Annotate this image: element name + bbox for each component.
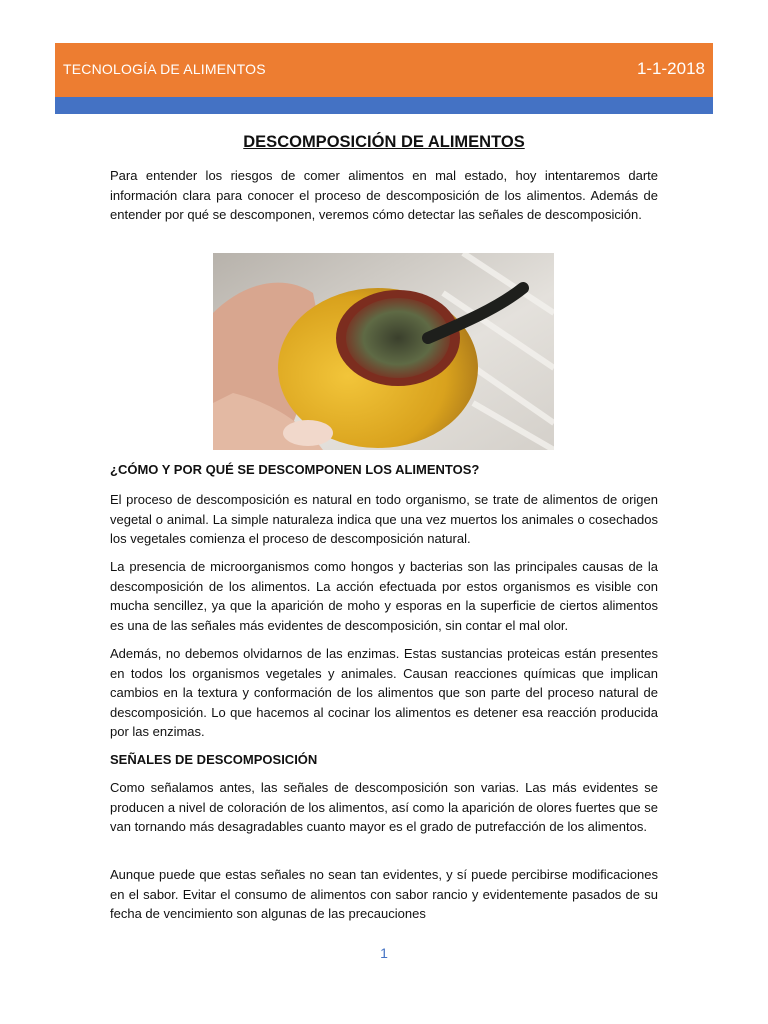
- header-title: TECNOLOGÍA DE ALIMENTOS: [63, 61, 266, 77]
- rotting-fruit-image: [213, 253, 554, 450]
- page-number: 1: [380, 945, 388, 961]
- section2-paragraph-1: Como señalamos antes, las señales de descomposición son varias. Las más evidentes se producen a nivel de coloración de los alimentos, así como la aparición de olores fuertes que se van tornando más desagradables cuanto mayor es el grado de putrefacción de los alimentos.: [110, 780, 658, 834]
- header-blue-bar: [55, 97, 713, 114]
- intro-paragraph: Para entender los riesgos de comer alimentos en mal estado, hoy intentaremos darte información clara para conocer el proceso de descomposición de los alimentos. Además de entender por qué se descomponen, veremos cómo detectar las señales de descomposición.: [110, 168, 658, 222]
- section-heading-why: ¿CÓMO Y POR QUÉ SE DESCOMPONEN LOS ALIMENTOS?: [110, 462, 480, 477]
- page-header: [55, 43, 713, 97]
- rotting-fruit-photo: [213, 253, 554, 450]
- header-date: 1-1-2018: [636, 59, 705, 78]
- section-heading-signs: SEÑALES DE DESCOMPOSICIÓN: [110, 752, 318, 767]
- section1-paragraph-1: El proceso de descomposición es natural en todo organismo, se trate de alimentos de origen vegetal o animal. La simple naturaleza indica que una vez muertos los animales o cosechados los vegetales comienza el proceso de descomposición natural.: [110, 492, 658, 546]
- document-title: DESCOMPOSICIÓN DE ALIMENTOS: [243, 133, 525, 151]
- section1-paragraph-3: Además, no debemos olvidarnos de las enzimas. Estas sustancias proteicas están presentes en todos los organismos vegetales y animales. Causan reacciones químicas que implican cambios en la textura y conformación de los alimentos que son parte del proceso natural de descomposición. Lo que hacemos al cocinar los alimentos es detener esa reacción producida por las enzimas.: [110, 646, 658, 739]
- section1-paragraph-2: La presencia de microorganismos como hongos y bacterias son las principales causas de la descomposición de los alimentos. La acción efectuada por estos organismos es visible con mucha sencillez, ya que la aparición de moho y esporas en la superficie de ciertos alimentos es una de las señales más evidentes de descomposición, sin contar el mal olor.: [110, 559, 658, 633]
- section2-paragraph-2: Aunque puede que estas señales no sean tan evidentes, y sí puede percibirse modificaciones en el sabor. Evitar el consumo de alimentos con sabor rancio y evidentemente pasados de su fecha de vencimiento son algunas de las precauciones: [110, 867, 658, 921]
